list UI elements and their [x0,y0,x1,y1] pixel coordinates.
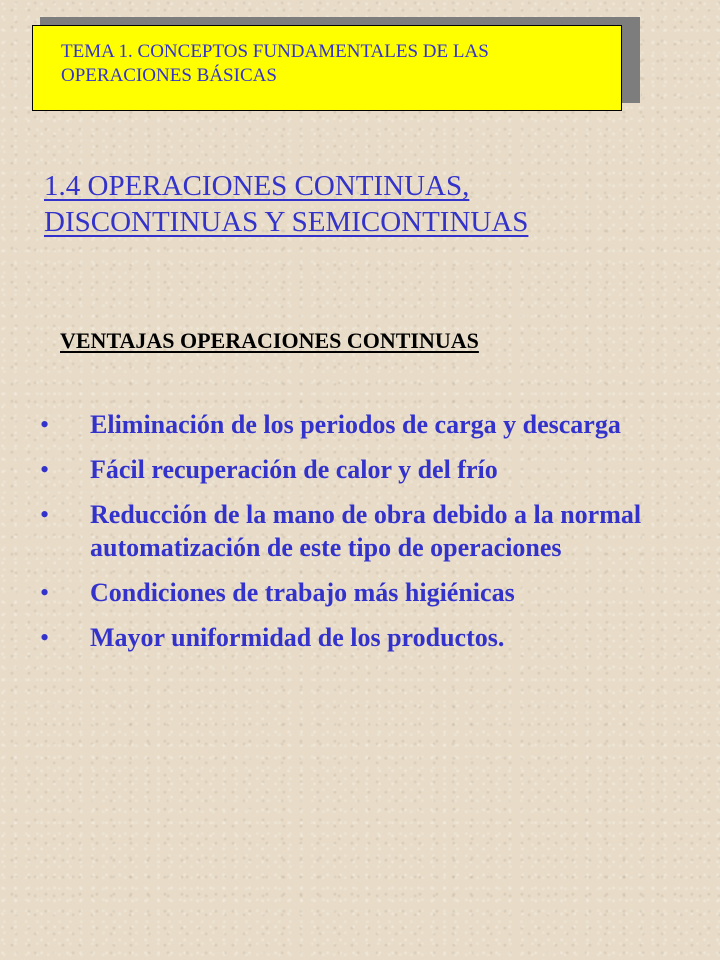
list-item [0,576,720,609]
advantages-list [0,408,720,666]
bullet-icon: • [40,578,50,607]
bullet-icon: • [40,410,50,439]
bullet-icon: • [40,455,50,484]
section-title [44,168,684,240]
list-item [0,498,720,564]
topic-header-line-1: TEMA 1. CONCEPTOS FUNDAMENTALES DE LAS [61,41,489,62]
list-item-text: Reducción de la mano de obra debido a la normal automatización de este tipo de operaciones [90,500,642,562]
list-item [0,408,720,441]
list-item [0,453,720,486]
list-item-text: Fácil recuperación de calor y del frío [90,455,498,484]
list-item-text: Mayor uniformidad de los productos. [90,623,505,652]
bullet-icon: • [40,623,50,652]
list-item-text: Eliminación de los periodos de carga y descarga [90,410,621,439]
subsection-title: VENTAJAS OPERACIONES CONTINUAS [60,328,479,353]
list-item-text: Condiciones de trabajo más higiénicas [90,578,515,607]
list-item [0,621,720,654]
section-title-line-1: 1.4 OPERACIONES CONTINUAS, [44,170,470,202]
topic-header-box [32,25,622,111]
bullet-icon: • [40,500,50,529]
section-title-line-2: DISCONTINUAS Y SEMICONTINUAS [44,206,529,238]
topic-header-line-2: OPERACIONES BÁSICAS [61,65,277,86]
